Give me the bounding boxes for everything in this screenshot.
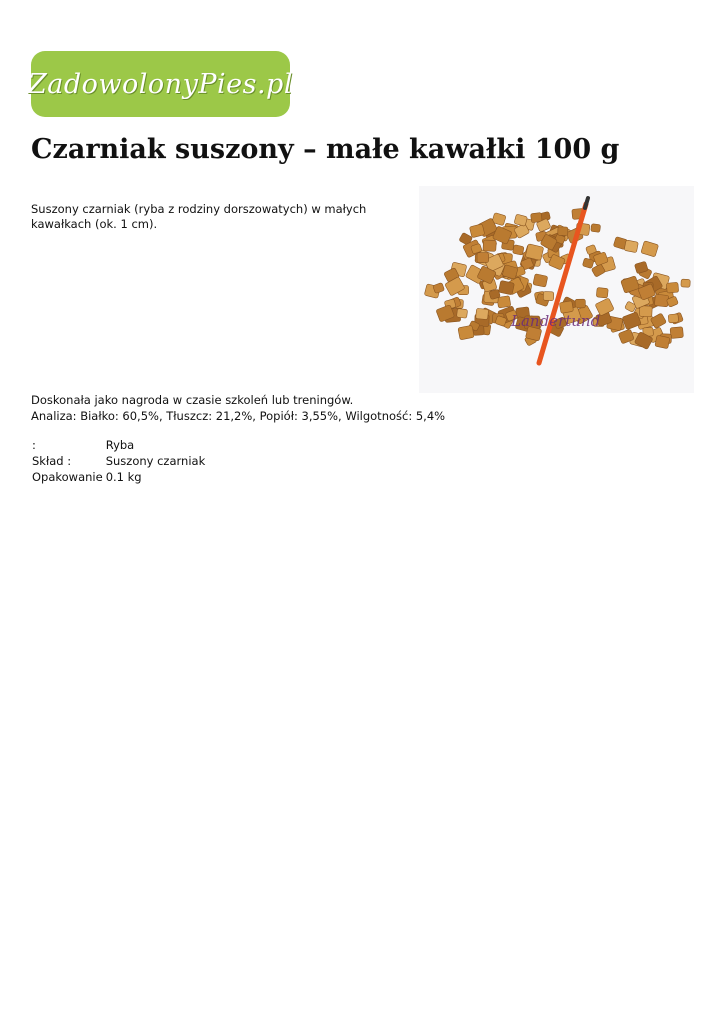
spec-value: Suszony czarniak — [105, 454, 206, 468]
fish-piece — [666, 282, 678, 293]
fish-piece — [514, 214, 528, 226]
fish-piece — [543, 292, 554, 301]
fish-piece — [458, 325, 474, 340]
fish-piece — [512, 245, 524, 255]
fish-piece — [533, 274, 548, 287]
brand-logo[interactable] — [28, 51, 293, 117]
dried-fish-pieces-image — [419, 186, 694, 393]
fish-piece — [650, 313, 666, 329]
table-row — [31, 469, 207, 485]
fish-piece — [641, 241, 659, 257]
product-intro: Suszony czarniak (ryba z rodziny dorszowatych) w małych kawałkach (ok. 1 cm). — [31, 202, 367, 231]
spec-key: Opakowanie — [32, 470, 103, 484]
page-title: Czarniak suszony – małe kawałki 100 g — [31, 134, 620, 165]
fish-piece — [668, 314, 678, 323]
table-row — [31, 453, 207, 469]
fish-piece — [681, 279, 690, 287]
product-description — [31, 392, 451, 424]
description-line: Doskonała jako nagroda w czasie szkoleń lub treningów. — [31, 393, 354, 407]
photo-watermark: Landertund — [511, 312, 601, 330]
fish-piece — [575, 299, 585, 308]
spec-key: Skład : — [32, 454, 72, 468]
fish-piece — [558, 227, 568, 236]
fish-piece — [639, 306, 652, 317]
fish-piece — [591, 224, 601, 233]
fish-piece — [457, 308, 468, 318]
fish-piece — [596, 287, 608, 298]
analysis-line: Analiza: Białko: 60,5%, Tłuszcz: 21,2%, Popiół: 3,55%, Wilgotność: 5,4% — [31, 409, 446, 423]
specs-table — [31, 437, 207, 485]
logo-text: ZadowolonyPies.pl — [28, 68, 293, 100]
product-photo — [419, 186, 694, 393]
fish-piece — [483, 240, 496, 252]
fish-piece — [655, 335, 670, 349]
fish-piece — [477, 253, 489, 263]
spec-value: Ryba — [105, 438, 135, 452]
fish-piece — [624, 240, 638, 253]
spec-value: 0.1 kg — [105, 470, 142, 484]
spec-key: : — [32, 438, 36, 452]
fish-piece — [498, 280, 514, 294]
fish-piece — [476, 308, 489, 319]
fish-piece — [670, 327, 683, 339]
table-row — [31, 437, 207, 453]
